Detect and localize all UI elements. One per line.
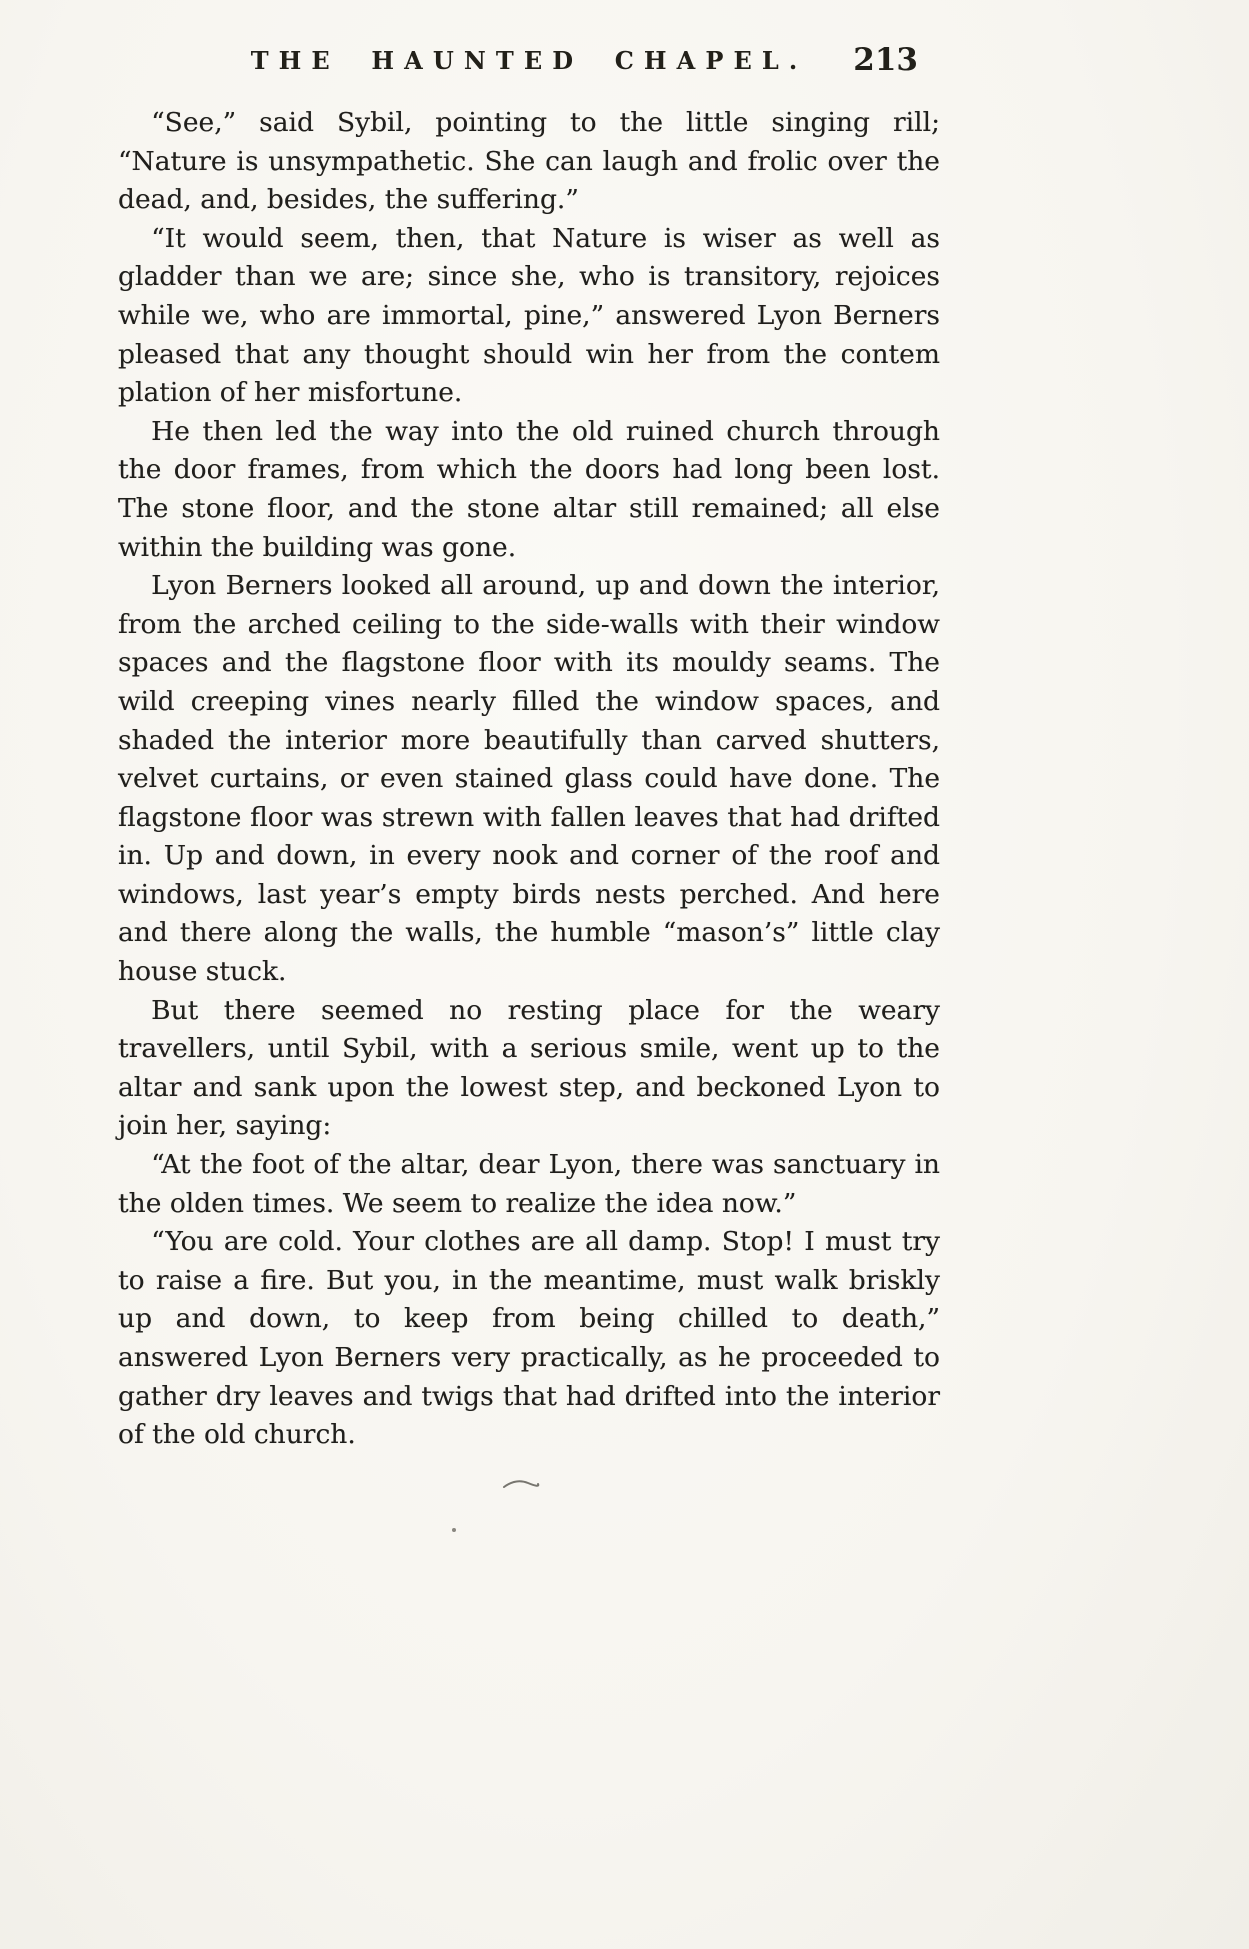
page-header (118, 42, 940, 88)
paragraph: “See,” said Sybil, pointing to the little singing rill; “Nature is unsympathetic. She can laugh and frolic over the dead, and, besides, the suffering.” (118, 107, 940, 216)
paragraph: He then led the way into the old ruined church through the door frames, from which the doors had long been lost. The stone floor, and the stone altar still remained; all else within the building was gone. (118, 415, 940, 563)
scan-speck-mark (452, 1528, 456, 1532)
scan-squiggle-mark (502, 1476, 540, 1492)
page-number: 213 (853, 42, 918, 78)
running-title: THE HAUNTED CHAPEL. (250, 46, 808, 75)
paragraph: But there seemed no resting place for the weary travellers, until Sybil, with a serious smile, went up to the altar and sank upon the lowest step, and beckoned Lyon to join her, saying: (118, 994, 940, 1142)
paragraph: “You are cold. Your clothes are all damp. Stop! I must try to raise a fire. But you, in the meantime, must walk briskly up and down, to keep from being chilled to death,” answered Lyon Berners very practically, as he proceeded to gather dry leaves and twigs that had drifted into the interior of the old church. (118, 1226, 940, 1451)
paragraph: “At the foot of the altar, dear Lyon, there was sanctuary in the olden times. We seem to realize the idea now.” (118, 1149, 940, 1219)
paragraph: Lyon Berners looked all around, up and down the interior, from the arched ceiling to the side-walls with their window spaces and the flagstone floor with its mouldy seams. The wild creeping vines nearly filled the window spaces, and shaded the interior more beautifully than carved shutters, velvet curtains, or even stained glass could have done. The flagstone floor was strewn with fallen leaves that had drifted in. Up and down, in every nook and corner of the roof and windows, last year’s empty birds nests perched. And here and there along the walls, the humble “mason’s” little clay house stuck. (118, 570, 940, 988)
paragraph: “It would seem, then, that Nature is wiser as well as gladder than we are; since she, who is transitory, rejoices while we, who are immortal, pine,” answered Lyon Berners pleased that any thought should win her from the contem plation of her misfortune. (118, 222, 940, 409)
body-text (118, 104, 940, 1455)
